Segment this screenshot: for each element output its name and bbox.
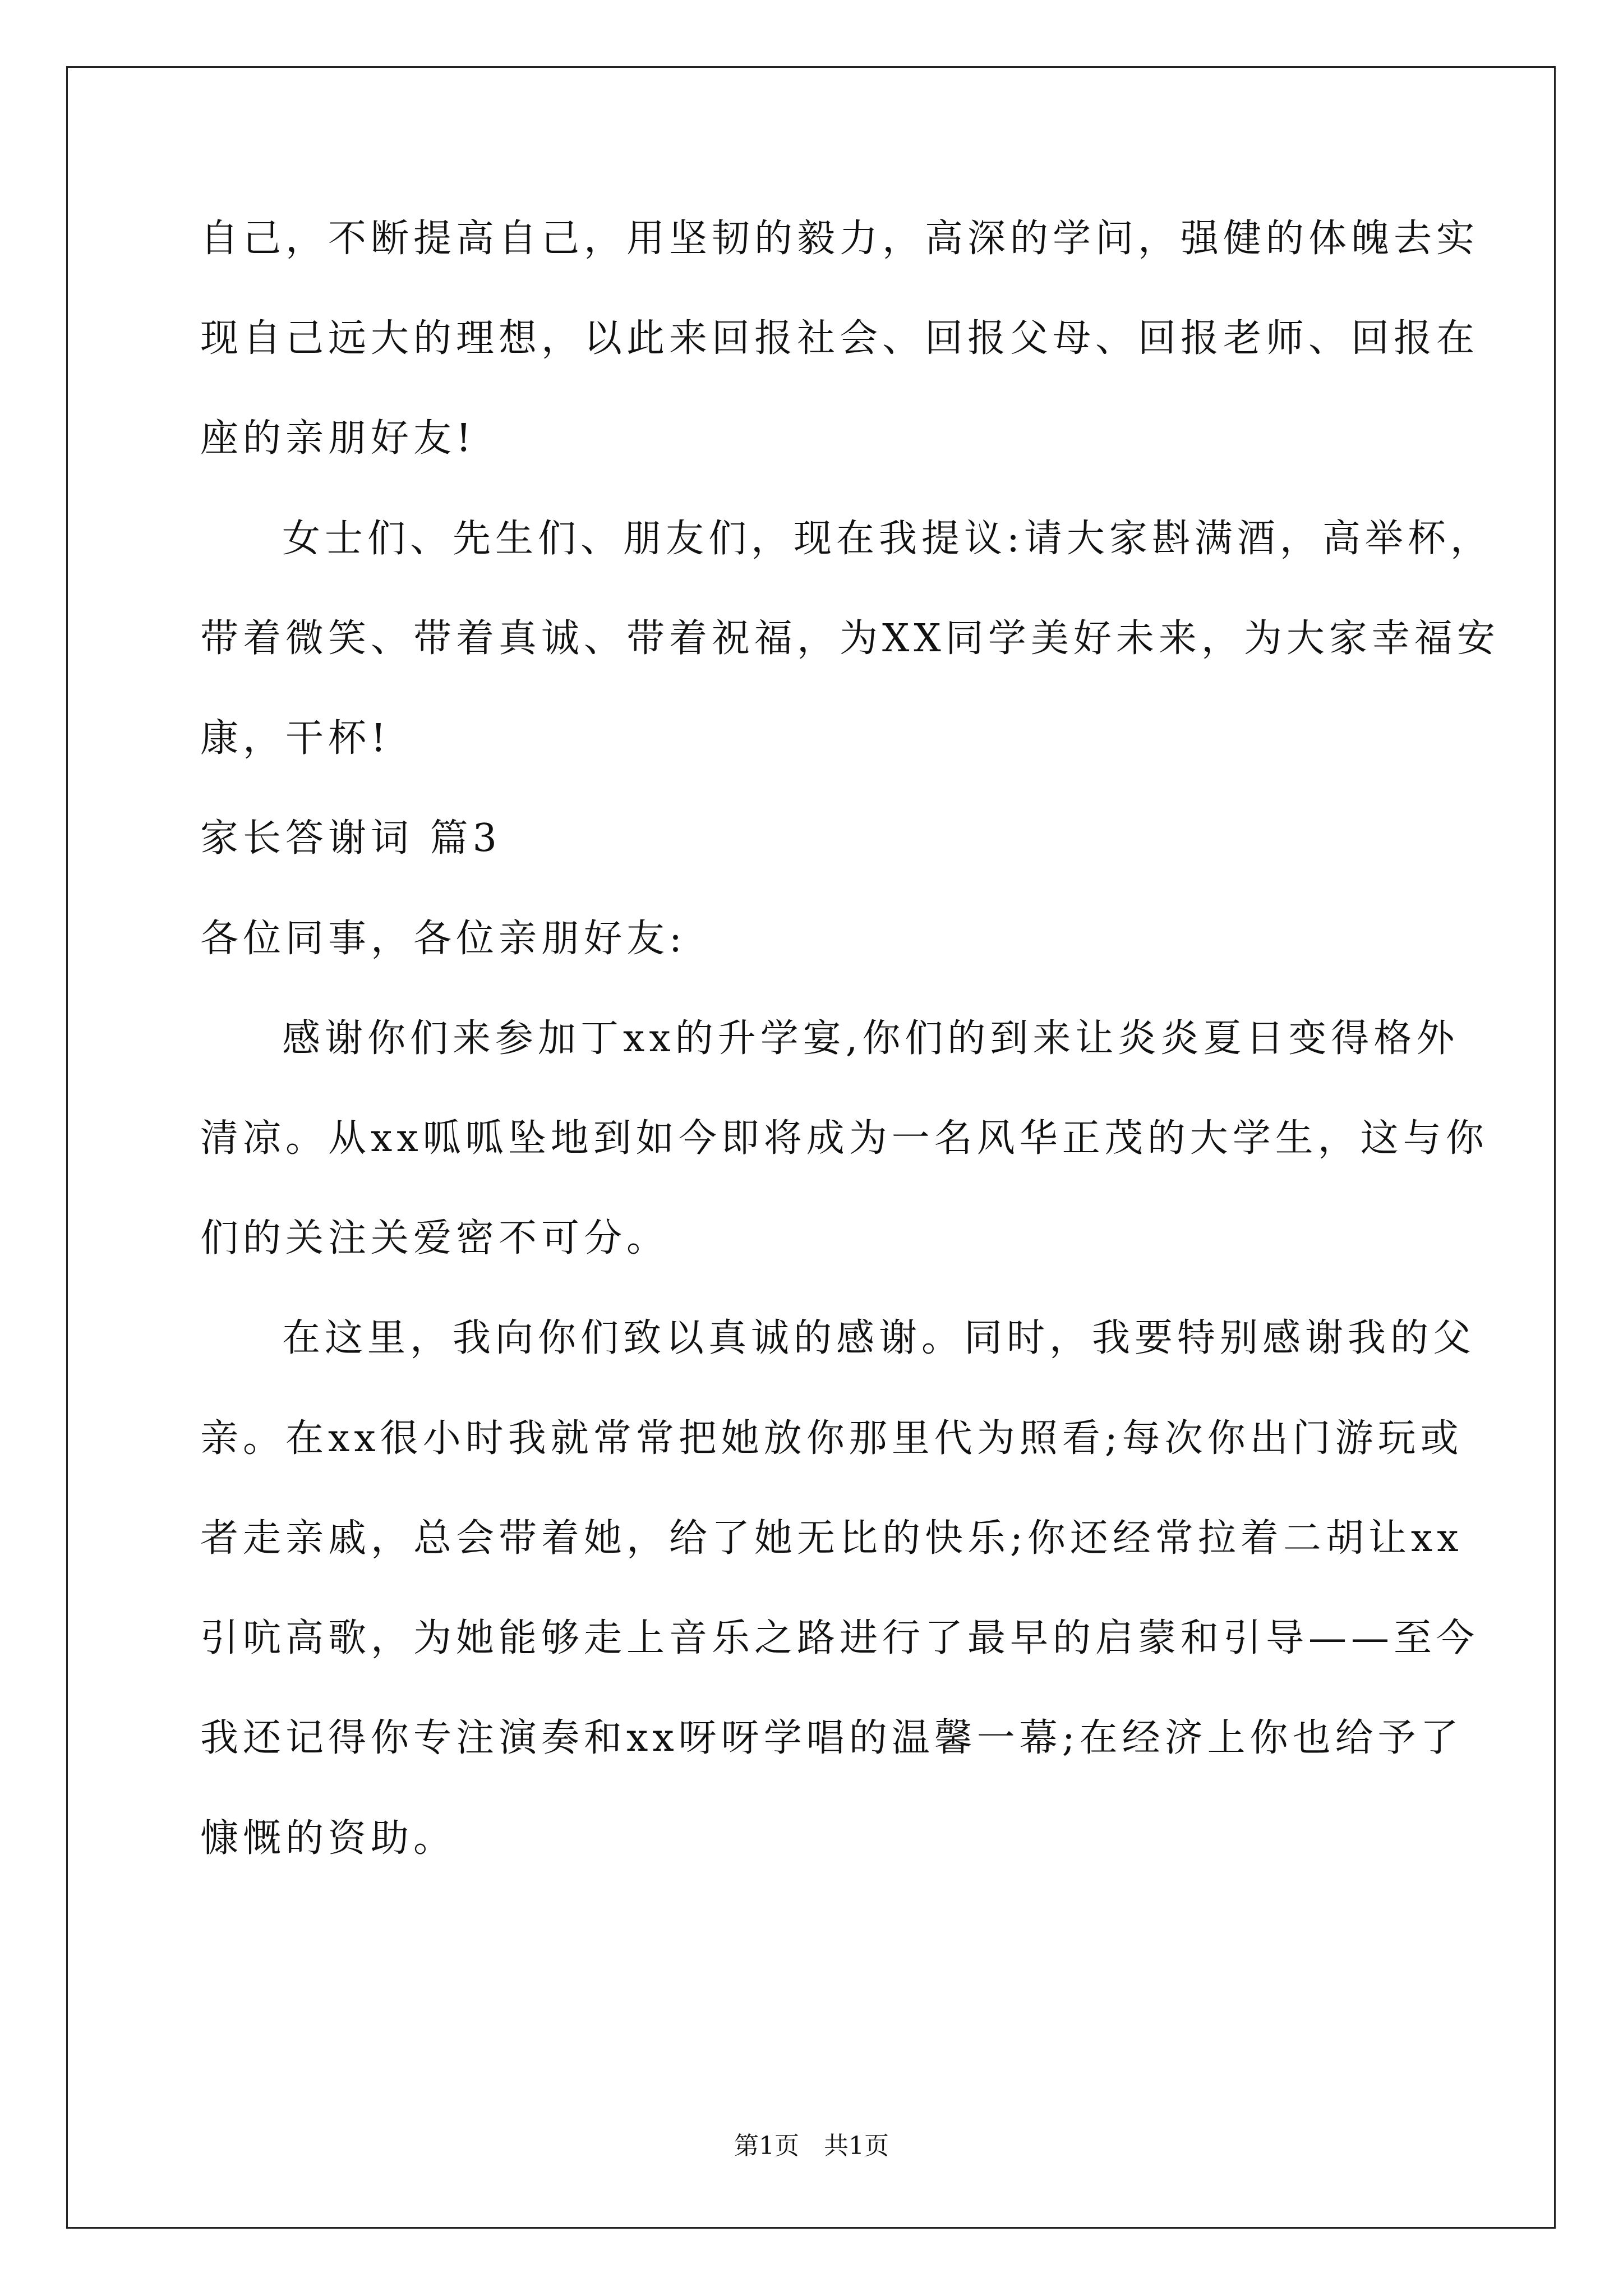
text-line: 我还记得你专注演奏和xx呀呀学唱的温馨一幕;在经济上你也给予了 [200,1716,1463,1760]
text-line: 座的亲朋好友! [200,416,476,461]
text-line: 慷慨的资助。 [200,1816,457,1861]
section-heading: 家长答谢词 篇3 [200,816,501,861]
text-line: 们的关注关爱密不可分。 [200,1216,670,1260]
text-line: 现自己远大的理想，以此来回报社会、回报父母、回报老师、回报在 [200,316,1479,361]
paragraph-start-line: 在这里，我向你们致以真诚的感谢。同时，我要特别感谢我的父 [282,1316,1476,1360]
text-line: 者走亲戚，总会带着她，给了她无比的快乐;你还经常拉着二胡让xx [200,1516,1463,1561]
salutation: 各位同事，各位亲朋好友: [200,917,686,961]
text-line: 自己，不断提高自己，用坚韧的毅力，高深的学问，强健的体魄去实 [200,217,1479,261]
text-line: 清凉。从xx呱呱坠地到如今即将成为一名风华正茂的大学生，这与你 [200,1116,1488,1161]
text-line: 带着微笑、带着真诚、带着祝福，为XX同学美好未来，为大家幸福安 [200,616,1500,661]
paragraph-start-line: 女士们、先生们、朋友们，现在我提议:请大家斟满酒，高举杯， [282,517,1493,561]
text-line: 亲。在xx很小时我就常常把她放你那里代为照看;每次你出门游玩或 [200,1416,1463,1461]
text-line: 康，干杯! [200,716,391,761]
text-line: 引吭高歌，为她能够走上音乐之路进行了最早的启蒙和引导——至今 [200,1616,1479,1660]
page-footer: 第1页 共1页 [734,2132,889,2160]
paragraph-start-line: 感谢你们来参加丁xx的升学宴,你们的到来让炎炎夏日变得格外 [282,1016,1459,1061]
